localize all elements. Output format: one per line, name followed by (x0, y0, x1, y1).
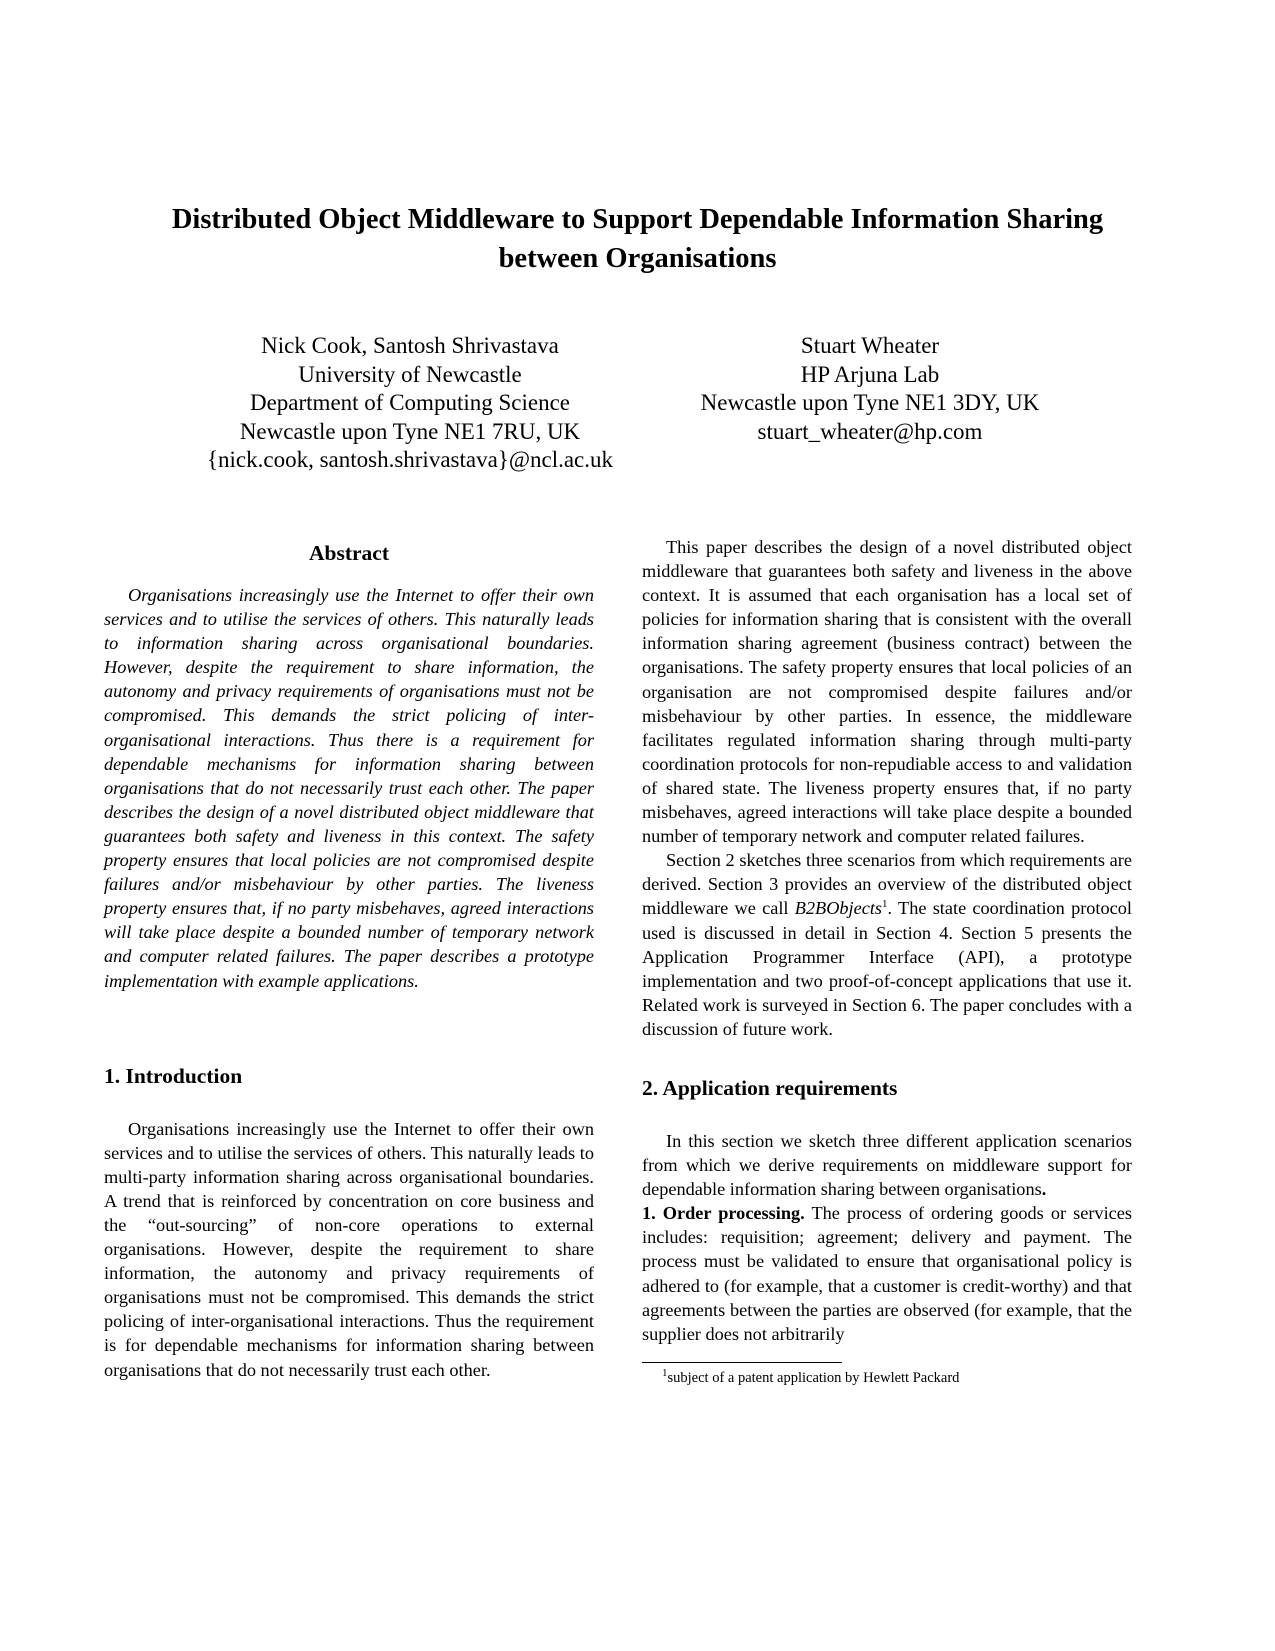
author-1-address: Newcastle upon Tyne NE1 7RU, UK (239, 418, 581, 444)
order-processing-paragraph (642, 1201, 1132, 1346)
section-2-intro-text: In this section we sketch three different application scenarios from which we derive requirements on middleware support for dependable information sharing between organisations (642, 1130, 1132, 1200)
section-2-heading: 2. Application requirements (642, 1075, 898, 1100)
footnote-text: subject of a patent application by Hewlett Packard (667, 1369, 960, 1386)
abstract-heading: Abstract (308, 541, 389, 565)
section-2-intro-period: . (1041, 1179, 1047, 1200)
b2bobjects-term: B2BObjects (794, 898, 883, 919)
author-2-lab: HP Arjuna Lab (800, 361, 940, 387)
title-line-2: between Organisations (498, 243, 777, 274)
section-1-paragraph: Organisations increasingly use the Internet to offer their own services and to utilise the services of others. This naturally leads to multi-party information sharing across organisational boundaries. A trend that is reinforced by concentration on core business and the “out-sourcing” of non-core operations to external organisations. However, despite the requirement to share information, the autonomy and privacy requirements of organisations must not be compromised. This demands the strict policing of inter-organisational interactions. Thus the requirement is for dependable mechanisms for information sharing between organisations that do not necessarily trust each other. (104, 1118, 594, 1380)
footnote-divider (642, 1362, 842, 1363)
title-line-1: Distributed Object Middleware to Support Dependable Information Sharing (171, 204, 1104, 235)
section-1-heading: 1. Introduction (104, 1063, 243, 1088)
author-2-name: Stuart Wheater (800, 333, 940, 358)
right-paragraph-1: This paper describes the design of a novel distributed object middleware that guarantees both safety and liveness in the above context. It is assumed that each organisation has a local set of policies for information sharing that is consistent with the overall information sharing agreement (business contract) between the organisations. The safety property ensures that local policies of an organisation are not compromised despite failures and/or misbehaviour by other parties. In essence, the middleware facilitates regulated information sharing through multi-party coordination protocols for non-repudiable access to and validation of shared state. The liveness property ensures that, if no party misbehaves, agreed interactions will take place despite a bounded number of temporary network and computer related failures. (642, 537, 1132, 847)
footnote (642, 1366, 1132, 1387)
left-column (104, 535, 594, 1382)
author-1-university: University of Newcastle (298, 361, 522, 387)
order-processing-label: 1. Order processing. (642, 1203, 805, 1224)
paragraph-2-text-start: Section 2 sketches three scenarios from which requirements are derived. Section 3 provides an overview of the distributed object middleware we call (642, 850, 1132, 919)
author-2-email: stuart_wheater@hp.com (757, 418, 983, 444)
section-2-intro (642, 1129, 1132, 1201)
author-block-1 (180, 332, 640, 475)
paper-title (100, 200, 1175, 278)
author-1-names: Nick Cook, Santosh Shrivastava (261, 333, 559, 358)
footnote-mark: 1 (662, 1366, 668, 1379)
abstract-text: Organisations increasingly use the Internet to offer their own services and to utilise the services of others. This naturally leads to information sharing across organisational boundaries. However, despite the requirement to share information, the autonomy and privacy requirements of organisations must not be compromised. This demands the strict policing of inter-organisational interactions. Thus there is a requirement for dependable mechanisms for information sharing between organisations that do not necessarily trust each other. The paper describes the design of a novel distributed object middleware that guarantees both safety and liveness in this context. The safety property ensures that local policies are not compromised despite failures and/or misbehaviour by other parties. The liveness property ensures that, if no party misbehaves, agreed interactions will take place despite a bounded number of temporary network and computer related failures. The paper describes a prototype implementation with example applications. (104, 585, 594, 991)
right-paragraph-2 (642, 848, 1132, 1041)
author-2-address: Newcastle upon Tyne NE1 3DY, UK (700, 390, 1040, 415)
footnote-reference: 1 (882, 898, 888, 911)
order-processing-text: The process of ordering goods or services includes: requisition; agreement; delivery and payment. The process must be validated to ensure that organisational policy is adhered to (for example, that a customer is credit-worthy) and that agreements between the parties are observed (for example, that the supplier does not arbitrarily (642, 1203, 1132, 1344)
author-block-2 (660, 332, 1080, 446)
author-1-email: {nick.cook, santosh.shrivastava}@ncl.ac.uk (206, 447, 614, 472)
paragraph-2-text-end: . The state coordination protocol used is discussed in detail in Section 4. Section 5 presents the Application Programmer Interface (API), a prototype implementation and two proof-of-concept applications that use it. Related work is surveyed in Section 6. The paper concludes with a discussion of future work. (642, 898, 1132, 1039)
author-1-department: Department of Computing Science (249, 390, 570, 415)
right-column (642, 535, 1132, 1387)
